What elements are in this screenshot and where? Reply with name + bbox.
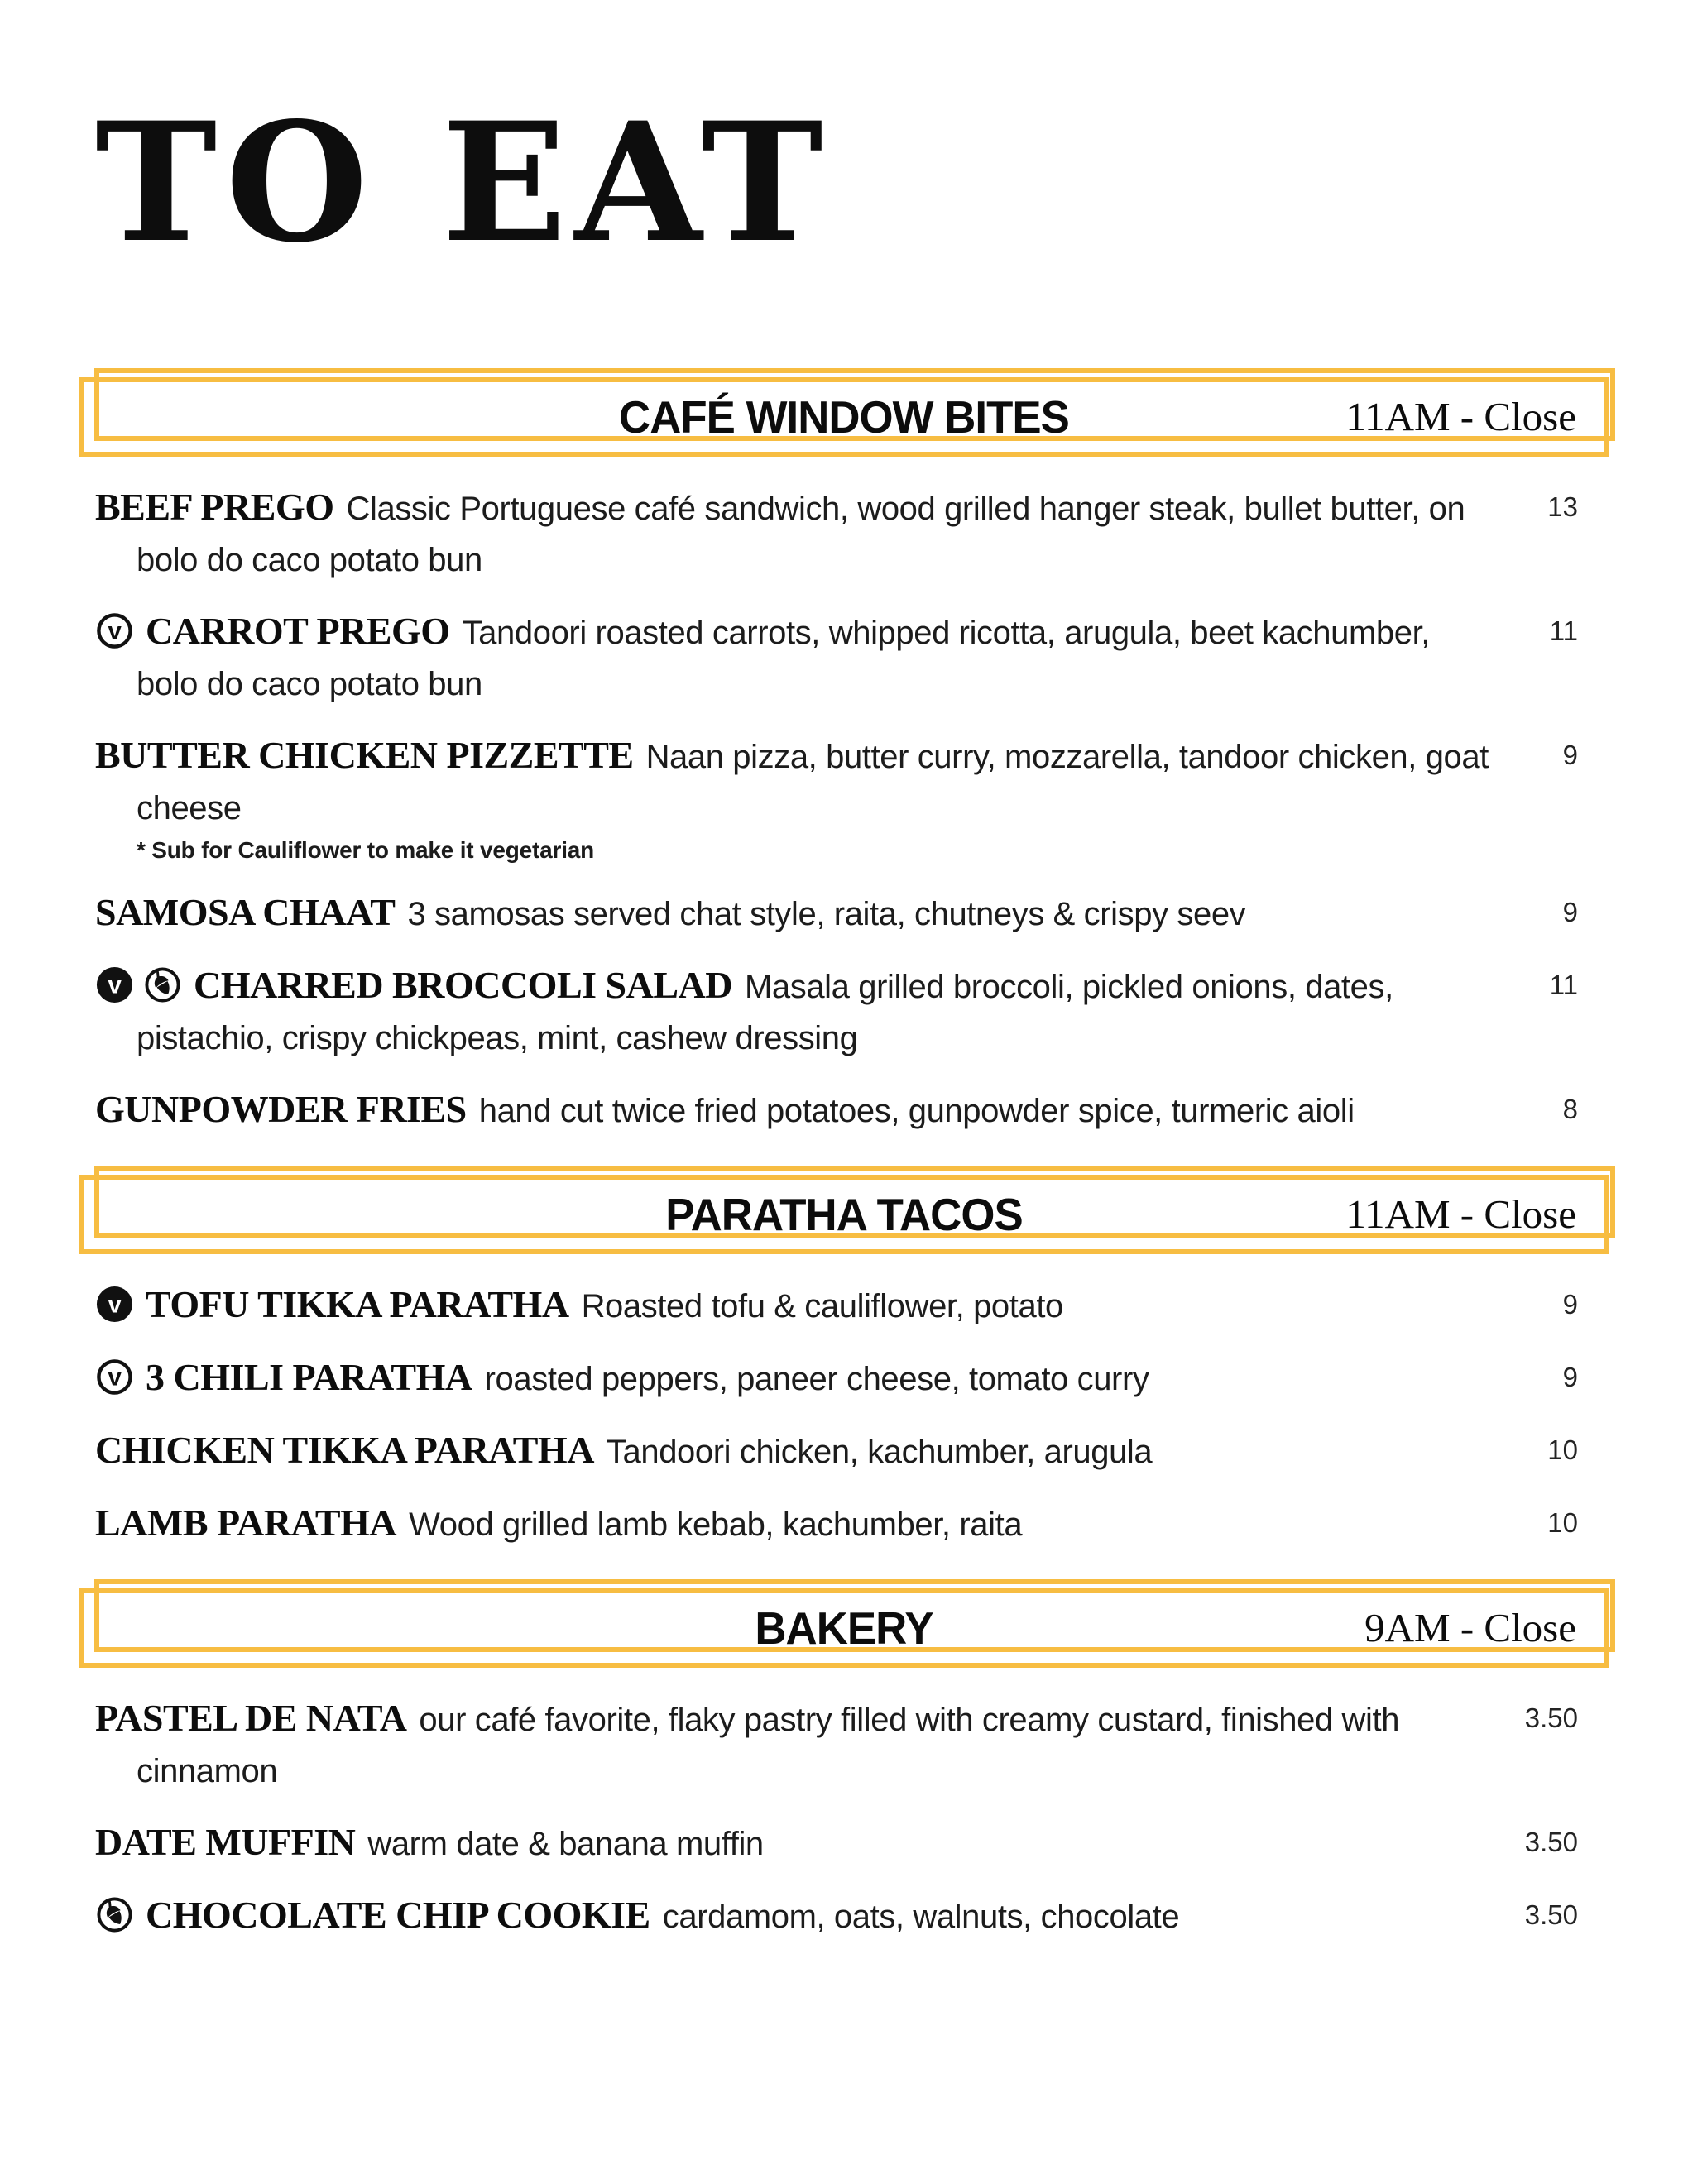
item-text [95,1693,1494,1797]
item-text [95,730,1494,867]
item-text [95,1497,1494,1550]
menu-item [95,960,1593,1064]
item-name: 3 CHILI PARATHA [146,1355,472,1398]
item-text [95,481,1494,586]
menu-item [95,481,1593,586]
item-text [95,960,1494,1064]
item-name: CHOCOLATE CHIP COOKIE [146,1893,650,1936]
item-description: warm date & banana muffin [367,1825,764,1862]
item-description: 3 samosas served chat style, raita, chutneys & crispy seev [407,895,1246,932]
menu-item [95,1352,1593,1405]
menu-item [95,1817,1593,1870]
menu-section [95,1588,1593,1942]
menu-item [95,1497,1593,1550]
item-icons [95,1899,146,1935]
item-name: BEEF PREGO [95,485,334,528]
item-name: PASTEL DE NATA [95,1696,407,1739]
menu-item [95,730,1593,867]
section-hours: 11AM - Close [1345,394,1576,440]
item-description: Classic Portuguese café sandwich, wood grilled hanger steak, bullet butter, on bolo do caco potato bun [137,490,1465,578]
item-icons [95,1288,146,1324]
item-price: 10 [1547,1434,1578,1465]
svg-text:v: v [108,971,122,999]
vegetarian-icon [95,611,134,650]
item-name: TOFU TIKKA PARATHA [146,1282,569,1325]
svg-text:v: v [108,1291,122,1319]
item-description: cardamom, oats, walnuts, chocolate [662,1898,1180,1935]
item-description: Naan pizza, butter curry, mozzarella, tandoor chicken, goat cheese [137,738,1489,826]
item-name: CARROT PREGO [146,609,450,652]
menu-item [95,887,1593,940]
item-note: * Sub for Cauliflower to make it vegetarian [137,836,595,863]
item-name: CHICKEN TIKKA PARATHA [95,1428,594,1471]
page-title: TO EAT [95,86,832,279]
menu-section [95,1175,1593,1550]
nuts-icon [143,965,182,1004]
item-description: Tandoori chicken, kachumber, arugula [606,1433,1153,1470]
menu-section [95,377,1593,1137]
section-title: CAFÉ WINDOW BITES [619,390,1069,443]
item-name: CHARRED BROCCOLI SALAD [194,963,732,1006]
section-hours: 11AM - Close [1345,1191,1576,1238]
menu-item [95,1889,1593,1942]
item-price: 10 [1547,1506,1578,1538]
item-description: hand cut twice fried potatoes, gunpowder spice, turmeric aioli [478,1092,1355,1129]
item-text [95,1817,1494,1870]
menu-item [95,606,1593,710]
section-header [79,377,1609,457]
item-text [95,1352,1494,1405]
item-price: 11 [1549,969,1578,1000]
item-description: Tandoori roasted carrots, whipped ricotta, arugula, beet kachumber, bolo do caco potato bun [137,614,1431,702]
item-price: 3.50 [1524,1702,1578,1733]
section-header [79,1175,1609,1254]
menu-item [95,1084,1593,1137]
item-icons [95,1361,146,1397]
item-description: Masala grilled broccoli, pickled onions, dates, pistachio, crispy chickpeas, mint, cashew dressing [137,968,1393,1056]
svg-text:v: v [108,617,122,645]
vegan-icon [95,965,134,1004]
item-price: 11 [1549,615,1578,646]
item-name: GUNPOWDER FRIES [95,1087,467,1130]
section-hours: 9AM - Close [1364,1605,1576,1651]
item-name: LAMB PARATHA [95,1501,397,1544]
item-text [95,1084,1494,1137]
item-price: 9 [1562,739,1578,770]
item-name: BUTTER CHICKEN PIZZETTE [95,733,634,776]
item-text [95,1425,1494,1478]
nuts-icon [95,1895,134,1934]
item-description: Roasted tofu & cauliflower, potato [581,1287,1063,1324]
menu-sections [95,377,1593,1942]
section-items [95,1693,1593,1942]
item-description: Wood grilled lamb kebab, kachumber, raita [409,1506,1023,1543]
item-price: 8 [1562,1093,1578,1124]
item-price: 3.50 [1524,1899,1578,1930]
menu-item [95,1279,1593,1332]
item-description: our café favorite, flaky pastry filled with creamy custard, finished with cinnamon [137,1701,1400,1789]
vegan-icon [95,1285,134,1324]
menu-item [95,1693,1593,1797]
section-title: PARATHA TACOS [665,1188,1023,1240]
item-text [95,1279,1494,1332]
item-name: SAMOSA CHAAT [95,890,396,933]
item-price: 3.50 [1524,1826,1578,1857]
item-icons [95,969,194,1005]
svg-text:v: v [108,1363,122,1391]
section-items [95,481,1593,1137]
item-price: 9 [1562,1288,1578,1320]
item-price: 9 [1562,1361,1578,1392]
item-description: roasted peppers, paneer cheese, tomato curry [484,1360,1149,1397]
item-icons [95,615,146,651]
item-text [95,887,1494,940]
menu-item [95,1425,1593,1478]
item-price: 9 [1562,896,1578,927]
item-text [95,1889,1494,1942]
item-text [95,606,1494,710]
section-items [95,1279,1593,1550]
section-title: BAKERY [755,1602,933,1654]
section-header [79,1588,1609,1668]
item-price: 13 [1547,491,1578,522]
vegetarian-icon [95,1358,134,1396]
item-name: DATE MUFFIN [95,1820,356,1863]
